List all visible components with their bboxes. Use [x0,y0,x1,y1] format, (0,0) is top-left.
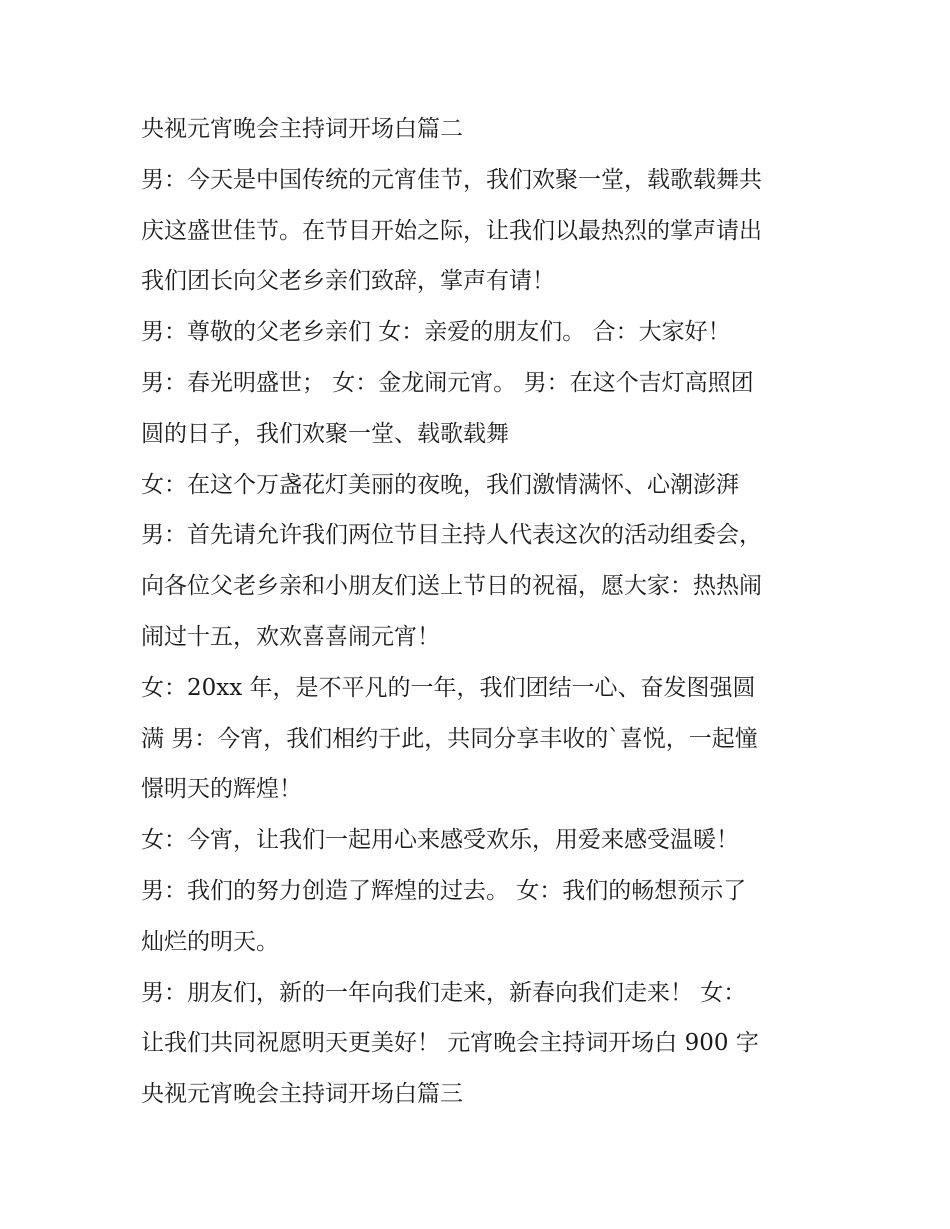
text-line: 圆的日子，我们欢聚一堂、载歌载舞 [141,420,509,447]
text-line: 闹过十五，欢欢喜喜闹元宵！ [141,623,440,650]
text-line: 男：朋友们，新的一年向我们走来，新春向我们走来！ 女： [141,979,747,1006]
text-line: 男：今天是中国传统的元宵佳节，我们欢聚一堂，载歌载舞共 [141,166,762,193]
text-line: 满 男：今宵，我们相约于此，共同分享丰收的`喜悦，一起憧 [141,725,758,752]
text-line: 我们团长向父老乡亲们致辞，掌声有请！ [141,268,555,295]
section-heading: 央视元宵晚会主持词开场白篇三 [141,1081,463,1108]
text-line: 向各位父老乡亲和小朋友们送上节日的祝福，愿大家：热热闹 [141,573,762,600]
text-line: 让我们共同祝愿明天更美好！ 元宵晚会主持词开场白 900 字 [141,1030,759,1057]
text-line: 女：今宵，让我们一起用心来感受欢乐，用爱来感受温暖！ [141,827,739,854]
text-line: 女：在这个万盏花灯美丽的夜晚，我们激情满怀、心潮澎湃 [141,471,739,498]
text-line: 男：我们的努力创造了辉煌的过去。 女：我们的畅想预示了 [141,877,747,904]
section-heading: 央视元宵晚会主持词开场白篇二 [141,116,463,142]
document-body [141,104,821,1120]
text-line: 庆这盛世佳节。在节目开始之际，让我们以最热烈的掌声请出 [141,217,762,244]
text-line: 男：首先请允许我们两位节目主持人代表这次的活动组委会， [141,522,762,549]
text-line: 灿烂的明天。 [141,928,279,955]
text-line: 男：春光明盛世； 女：金龙闹元宵。 男：在这个吉灯高照团 [141,369,754,396]
text-line: 女：20xx 年，是不平凡的一年，我们团结一心、奋发图强圆 [141,674,756,701]
text-line: 男：尊敬的父老乡亲们 女：亲爱的朋友们。 合：大家好！ [141,319,731,346]
text-line: 憬明天的辉煌！ [141,776,302,803]
